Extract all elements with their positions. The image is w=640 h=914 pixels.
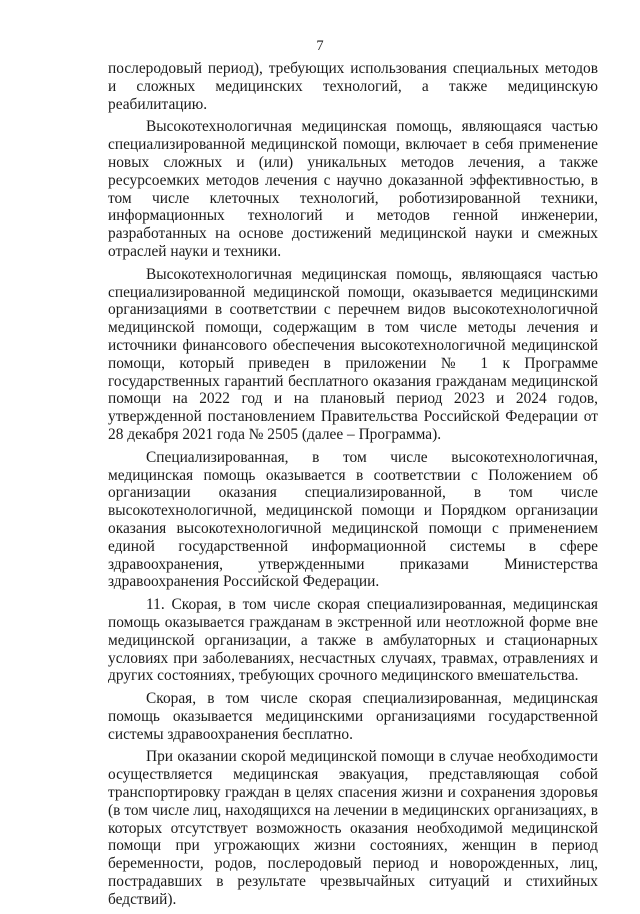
paragraph-specialized-provision: Специализированная, в том числе высокотехнологичная, медицинская помощь оказывается в соответствии с Положением об организации оказания специализированной, в том числе высокотехнологичной, медицинской помощи и Порядком организации оказания высокотехнологичной медицинской помощи с применением единой государственной информационной системы в сфере здравоохранения, утвержденными приказами Министерства здравоохранения Российской Федерации. [108,448,598,591]
paragraph-continuation: послеродовый период), требующих использования специальных методов и сложных медицинских технологий, а также медицинскую реабилитацию. [108,60,598,113]
paragraph-hitech-provision: Высокотехнологичная медицинская помощь, являющаяся частью специализированной медицинской помощи, оказывается медицинскими организациями в соответствии с перечнем видов высокотехнологичной медицинской помощи, содержащим в том числе методы лечения и источники финансового обеспечения высокотехнологичной медицинской помощи, который приведен в приложении № 1 к Программе государственных гарантий бесплатного оказания гражданам медицинской помощи на 2022 год и на плановый период 2023 и 2024 годов, утвержденной постановлением Правительства Российской Федерации от 28 декабря 2021 года № 2505 (далее – Программа). [108,265,598,443]
paragraph-emergency-free: Скорая, в том числе скорая специализированная, медицинская помощь оказывается медицинскими организациями государственной системы здравоохранения бесплатно. [108,690,598,743]
body-text [108,60,598,914]
paragraph-medical-evacuation: При оказании скорой медицинской помощи в случае необходимости осуществляется медицинская эвакуация, представляющая собой транспортировку граждан в целях спасения жизни и сохранения здоровья (в том числе лиц, находящихся на лечении в медицинских организациях, в которых отсутствует возможность оказания необходимой медицинской помощи при угрожающих жизни состояниях, женщин в период беременности, родов, послеродовый период и новорожденных, лиц, пострадавших в результате чрезвычайных ситуаций и стихийных бедствий). [108,748,598,908]
paragraph-hitech-definition: Высокотехнологичная медицинская помощь, являющаяся частью специализированной медицинской помощи, включает в себя применение новых сложных и (или) уникальных методов лечения, а также ресурсоемких методов лечения с научно доказанной эффективностью, в том числе клеточных технологий, роботизированной техники, информационных технологий и методов генной инженерии, разработанных на основе достижений медицинской науки и смежных отраслей науки и техники. [108,118,598,260]
page-number: 7 [316,38,324,54]
paragraph-emergency-care: 11. Скорая, в том числе скорая специализированная, медицинская помощь оказывается гражданам в экстренной или неотложной форме вне медицинской организации, а также в амбулаторных и стационарных условиях при заболеваниях, несчастных случаях, травмах, отравлениях и других состояниях, требующих срочного медицинского вмешательства. [108,596,598,685]
